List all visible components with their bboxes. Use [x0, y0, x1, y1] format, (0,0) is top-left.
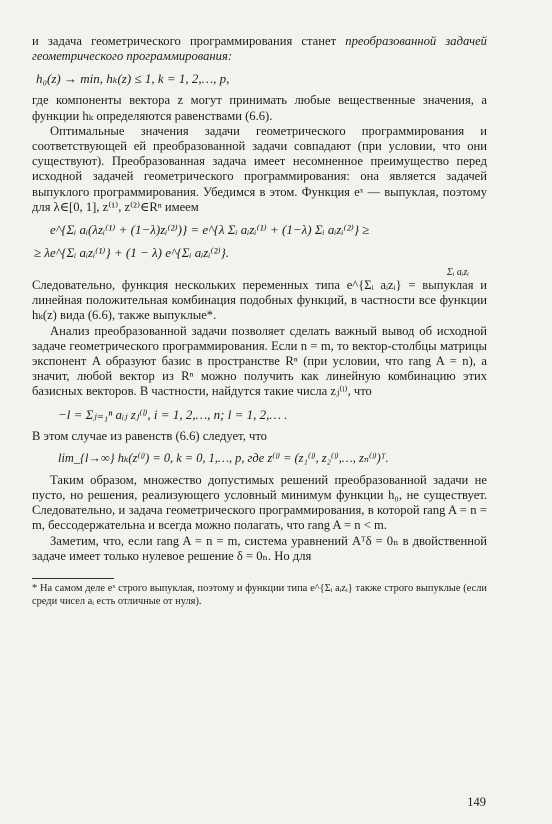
paragraph-3: Оптимальные значения задачи геометрического программирования и соответствующей ей преобразованной задачи совпадают (при условии, что они существуют). Преобразованная задача имеет несомненное преимущество перед исходной задачей геометрического программирования: она является задачей выпуклого программирования. Убедимся в этом. Функция eˣ — выпуклая, поэтому для λ∈[0, 1], z⁽¹⁾, z⁽²⁾∈Rⁿ имеем — [32, 123, 487, 214]
paragraph-6: В этом случае из равенств (6.6) следует, что — [32, 428, 267, 443]
page-body — [32, 34, 487, 608]
formula-transformed-problem: h₀(z) → min, hₖ(z) ≤ 1, k = 1, 2,…, p, — [36, 71, 230, 87]
footnote: * На самом деле eˣ строго выпуклая, поэтому и функции типа e^{Σᵢ aᵢzᵢ} также строго выпуклые (если среди чисел aᵢ есть отличные от нуля). — [32, 583, 487, 607]
term-transformed-problem: преобразованной задачей геометрического программирования: — [32, 34, 487, 64]
paragraph-1-lead: и задача геометрического программирования станет — [32, 34, 346, 48]
footnote-rule — [32, 578, 114, 579]
paragraph-2: где компоненты вектора z могут принимать любые вещественные значения, а функции hₖ определяются равенствами (6.6). — [32, 93, 487, 123]
formula-linear-combination: −l = Σⱼ₌₁ⁿ aᵢⱼ zⱼ⁽ˡ⁾, i = 1, 2,…, n; l = 1, 2,… . — [58, 406, 288, 422]
paragraph-8: Заметим, что, если rang A = n = m, система уравнений Aᵀδ = 0ₙ в двойственной задаче имеет только нулевое решение δ = 0ₙ. Но для — [32, 533, 487, 563]
formula-convexity-line-2: ≥ λe^{Σᵢ aᵢzᵢ⁽¹⁾} + (1 − λ) e^{Σᵢ aᵢzᵢ⁽²⁾}. — [34, 245, 230, 261]
formula-convexity-line-1: e^{Σᵢ aᵢ(λzᵢ⁽¹⁾ + (1−λ)zᵢ⁽²⁾)} = e^{λ Σᵢ aᵢzᵢ⁽¹⁾ + (1−λ) Σᵢ aᵢzᵢ⁽²⁾} ≥ — [50, 222, 370, 238]
paragraph-7: Таким образом, множество допустимых решений преобразованной задачи не пусто, но решения, реализующего условный минимум функции h₀, не существует. Следовательно, и задача геометрического программирования, в которой rang A = n = m, бессодержательна и всегда можно полагать, что rang A = n < m. — [32, 472, 487, 533]
page-number: 149 — [467, 795, 486, 809]
paragraph-4: Следовательно, функция нескольких переменных типа e^{Σᵢ aᵢzᵢ} = выпуклая и линейная положительная комбинация подобных функций, в частности все функции hₖ(z) вида (6.6), также выпуклые*. — [32, 278, 487, 323]
paragraph-1 — [32, 34, 487, 64]
exponent-sum-a-z: Σᵢ aᵢzᵢ — [446, 267, 469, 279]
formula-limit: lim_{l→∞} hₖ(z⁽ˡ⁾) = 0, k = 0, 1,…, p, где z⁽ˡ⁾ = (z₁⁽ˡ⁾, z₂⁽ˡ⁾,…, zₙ⁽ˡ⁾)ᵀ. — [58, 450, 389, 465]
paragraph-5: Анализ преобразованной задачи позволяет сделать важный вывод об исходной задаче геометрического программирования. Если n = m, то вектор-столбцы матрицы экспонент A образуют базис в пространстве Rⁿ (при условии, что rang A = n), а значит, любой вектор из Rⁿ можно получить как линейную комбинацию этих базисных векторов. В частности, найдутся такие числа zⱼ⁽ˡ⁾, что — [32, 323, 487, 399]
